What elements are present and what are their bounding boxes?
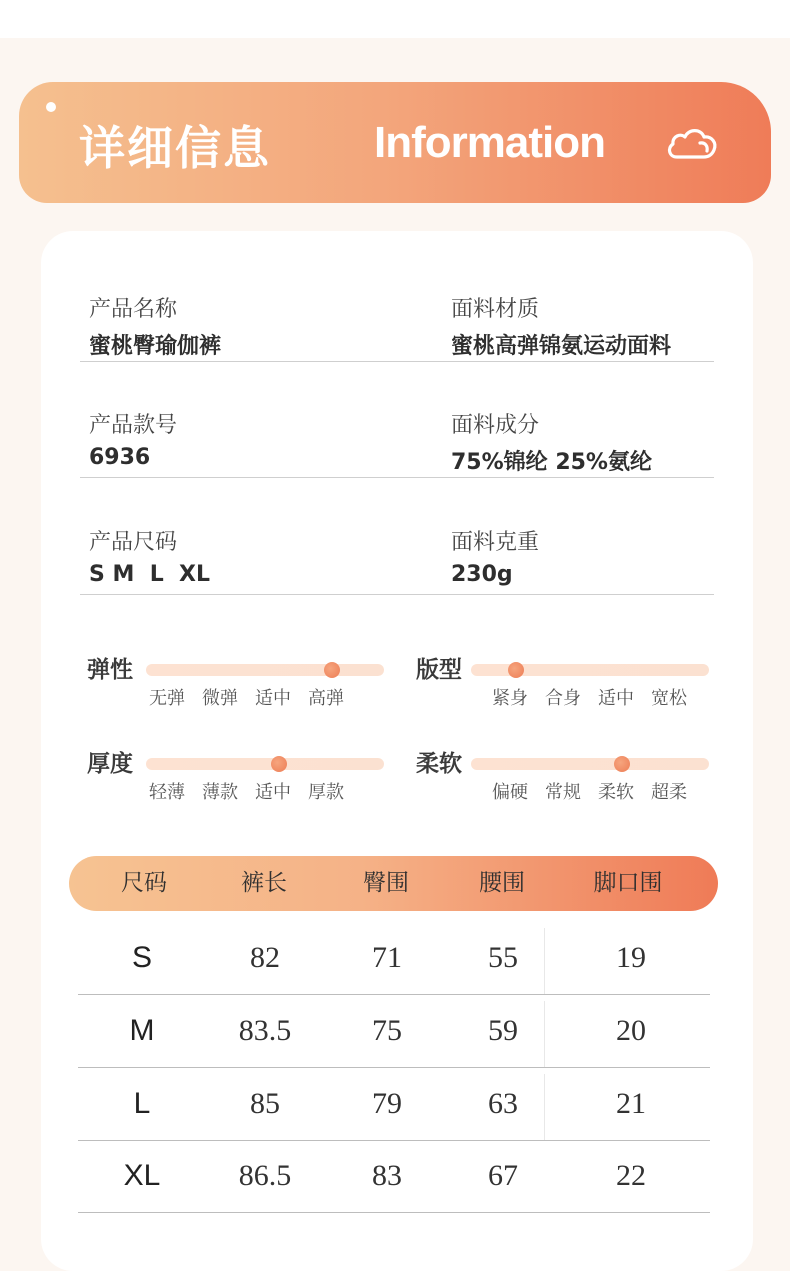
table-row xyxy=(78,1068,710,1141)
info-value: 6936 xyxy=(89,445,151,470)
meter-option: 适中 xyxy=(255,688,291,709)
meter-track xyxy=(471,758,709,770)
cell-size: S xyxy=(131,941,153,974)
meter-knob xyxy=(271,756,287,772)
banner-title-en: Information xyxy=(374,118,605,167)
meter-track xyxy=(146,664,384,676)
cell-ankle: 19 xyxy=(616,941,646,974)
meter-title: 版型 xyxy=(416,657,462,683)
info-value: 蜜桃高弹锦氨运动面料 xyxy=(451,334,672,359)
meter-fit xyxy=(416,651,716,721)
header-hip: 臀围 xyxy=(363,870,409,896)
info-value: S M L XL xyxy=(89,562,211,587)
cell-ankle: 20 xyxy=(616,1014,646,1047)
header-length: 裤长 xyxy=(241,870,287,896)
cell-hip: 75 xyxy=(372,1014,402,1047)
table-row xyxy=(78,922,710,995)
cell-waist: 67 xyxy=(488,1159,518,1192)
meter-option: 超柔 xyxy=(651,782,687,803)
info-banner xyxy=(19,82,771,203)
banner-title-cn: 详细信息 xyxy=(79,121,271,175)
meter-option: 紧身 xyxy=(492,688,528,709)
banner-dot xyxy=(46,102,56,112)
cell-ankle: 22 xyxy=(616,1159,646,1192)
meter-option: 偏硬 xyxy=(492,782,528,803)
column-divider xyxy=(544,928,545,994)
cell-length: 82 xyxy=(250,941,280,974)
meter-options xyxy=(149,684,361,710)
meter-option: 高弹 xyxy=(308,688,344,709)
column-divider xyxy=(544,1074,545,1140)
meter-title: 厚度 xyxy=(87,751,133,777)
info-label: 产品名称 xyxy=(89,297,178,322)
info-label: 面料克重 xyxy=(451,530,540,555)
meter-options xyxy=(492,778,704,804)
meter-options xyxy=(149,778,361,804)
info-row xyxy=(80,245,714,362)
meter-option: 微弹 xyxy=(202,688,238,709)
info-card xyxy=(41,231,753,1271)
info-value: 230g xyxy=(451,562,513,587)
meter-knob xyxy=(324,662,340,678)
meter-option: 适中 xyxy=(598,688,634,709)
cell-hip: 83 xyxy=(372,1159,402,1192)
cell-ankle: 21 xyxy=(616,1087,646,1120)
cell-waist: 59 xyxy=(488,1014,518,1047)
meter-elasticity xyxy=(87,651,387,721)
meter-option: 常规 xyxy=(545,782,581,803)
meter-title: 柔软 xyxy=(416,751,462,777)
cell-waist: 55 xyxy=(488,941,518,974)
table-row xyxy=(78,995,710,1068)
meter-title: 弹性 xyxy=(87,657,133,683)
meter-knob xyxy=(614,756,630,772)
size-table-header xyxy=(69,856,718,911)
cell-hip: 71 xyxy=(372,941,402,974)
meter-option: 宽松 xyxy=(651,688,687,709)
top-strip xyxy=(0,0,790,38)
meter-option: 适中 xyxy=(255,782,291,803)
cell-size: XL xyxy=(123,1159,161,1192)
info-label: 面料材质 xyxy=(451,297,540,322)
info-value: 蜜桃臀瑜伽裤 xyxy=(89,334,222,359)
meter-thickness xyxy=(87,745,387,815)
info-value: 75%锦纶 25%氨纶 xyxy=(451,450,652,475)
info-label: 面料成分 xyxy=(451,413,540,438)
meter-options xyxy=(492,684,704,710)
meter-softness xyxy=(416,745,716,815)
meter-option: 厚款 xyxy=(308,782,344,803)
info-row xyxy=(80,478,714,595)
header-waist: 腰围 xyxy=(479,870,525,896)
meter-option: 轻薄 xyxy=(149,782,185,803)
cell-hip: 79 xyxy=(372,1087,402,1120)
info-label: 产品款号 xyxy=(89,413,178,438)
cell-size: L xyxy=(133,1087,151,1120)
meter-option: 无弹 xyxy=(149,688,185,709)
meter-option: 薄款 xyxy=(202,782,238,803)
meter-track xyxy=(146,758,384,770)
cell-size: M xyxy=(129,1014,155,1047)
cell-length: 85 xyxy=(250,1087,280,1120)
meter-knob xyxy=(508,662,524,678)
header-ankle: 脚口围 xyxy=(593,870,663,896)
cell-length: 86.5 xyxy=(238,1159,292,1192)
cell-length: 83.5 xyxy=(238,1014,292,1047)
info-row xyxy=(80,361,714,478)
cell-waist: 63 xyxy=(488,1087,518,1120)
column-divider xyxy=(544,1001,545,1067)
meter-option: 合身 xyxy=(545,688,581,709)
table-row xyxy=(78,1140,710,1213)
info-label: 产品尺码 xyxy=(89,530,178,555)
cloud-icon xyxy=(665,124,719,162)
meter-track xyxy=(471,664,709,676)
meter-option: 柔软 xyxy=(598,782,634,803)
header-size: 尺码 xyxy=(121,870,167,896)
